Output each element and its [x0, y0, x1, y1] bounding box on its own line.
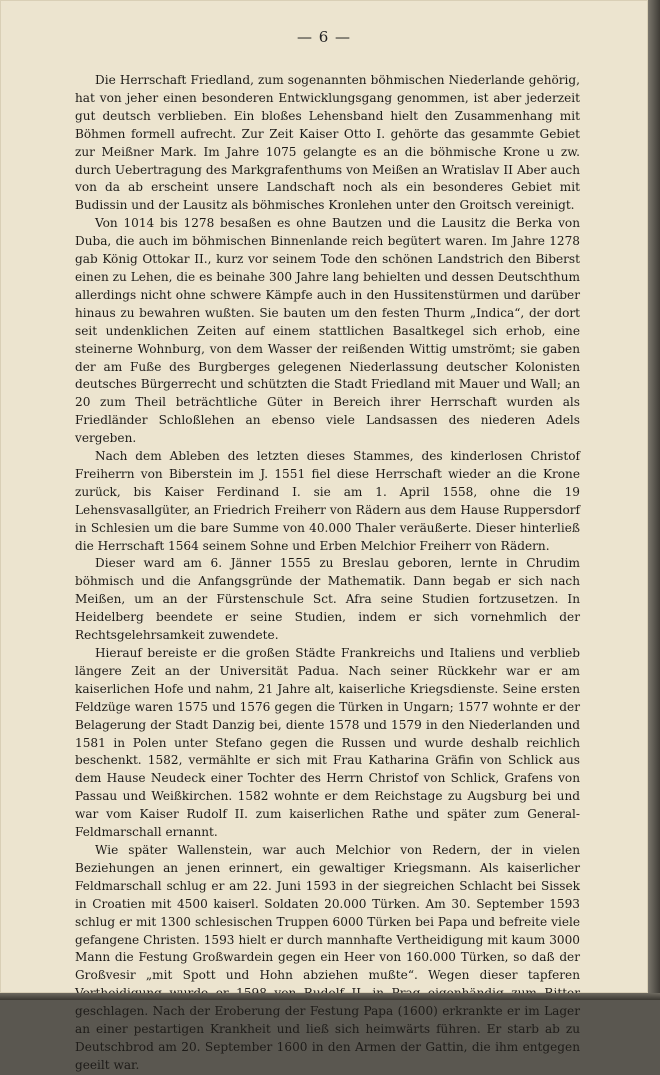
body-text — [75, 72, 580, 1075]
paragraph-4: Dieser ward am 6. Jänner 1555 zu Breslau geboren, lernte in Chrudim böhmisch und die Anfangsgründe der Mathematik. Dann begab er sich nach Meißen, um an der Fürstenschule Sct. Afra seine Studien fortzusetzen. In Heidelberg beendete er seine Studien, indem er sich vornehmlich der Rechtsgelehrsamkeit zuwendete. — [75, 556, 580, 643]
paragraph-3: Nach dem Ableben des letzten dieses Stammes, des kinderlosen Christof Freiherrn von Biberstein im J. 1551 fiel diese Herrschaft wieder an die Krone zurück, bis Kaiser Ferdinand I. sie am 1. April 1558, ohne die 19 Lehensvasallgüter, an Friedrich Freiherr von Rädern aus dem Hause Ruppersdorf in Schlesien um die bare Summe von 40.000 Thaler veräußerte. Dieser hinterließ die Herrschaft 1564 seinem Sohne und Erben Melchior Freiherr von Rädern. — [75, 449, 580, 553]
paragraph-2: Von 1014 bis 1278 besaßen es ohne Bautzen und die Lausitz die Berka von Duba, die auch im böhmischen Binnenlande reich begütert waren. Im Jahre 1278 gab König Ottokar II., kurz vor seinem Tode den schönen Landstrich den Biberst einen zu Lehen, die es beinahe 300 Jahre lang behielten und dessen Deutschthum allerdings nicht ohne schwere Kämpfe auch in den Hussitenstürmen und darüber hinaus zu bewahren wußten. Sie bauten um den festen Thurm „Indica“, der dort seit undenklichen Zeiten auf einem stattlichen Basaltkegel sich erhob, eine steinerne Wohnburg, von dem Wasser der reißenden Wittig umströmt; sie gaben der am Fuße des Burgberges gelegenen Niederlassung deutscher Kolonisten deutsches Bürgerrecht und schützten die Stadt Friedland mit Mauer und Wall; an 20 zum Theil beträchtliche Güter in Bereich ihrer Herrschaft wurden als Friedländer Schloßlehen an ebenso viele Landsassen des niederen Adels vergeben. — [75, 216, 580, 446]
paragraph-6: Wie später Wallenstein, war auch Melchior von Redern, der in vielen Beziehungen an jenen erinnert, ein gewaltiger Kriegsmann. Als kaiserlicher Feldmarschall schlug er am 22. Juni 1593 in der siegreichen Schlacht bei Sissek in Croatien mit 4500 kaiserl. Soldaten 20.000 Türken. Am 30. September 1593 schlug er mit 1300 schlesischen Truppen 6000 Türken bei Papa und befreite viele gefangene Christen. 1593 hielt er durch mannhafte Vertheidigung mit kaum 3000 Mann die Festung Großwardein gegen ein Heer von 160.000 Türken, so daß der Großvesir „mit Spott und Hohn abziehen mußte“. Wegen dieser tapferen geschlagen. Nach der Eroberung der Festung Papa (1600) erkrankte er im Lager an einer pestartigen Krankheit und ließ sich heimwärts führen. Er starb ab zu Deutschbrod am 20. September 1600 in den Armen der Gattin, die ihm entgegen geeilt war. — [75, 842, 580, 1072]
page-edge-right — [648, 0, 660, 1000]
page-number: — 6 — — [296, 28, 352, 46]
paragraph-5: Hierauf bereiste er die großen Städte Frankreichs und Italiens und verblieb längere Zeit an der Universität Padua. Nach seiner Rückkehr war er am kaiserlichen Hofe und nahm, 21 Jahre alt, kaiserliche Kriegsdienste. Seine ersten Feldzüge waren 1575 und 1576 gegen die Türken in Ungarn; 1577 wohnte er der Belagerung der Stadt Danzig bei, diente 1578 und 1579 in den Niederlanden und 1581 in Polen unter Stefano gegen die Russen und wurde deshalb reichlich beschenkt. 1582, vermählte er sich mit Frau Katharina Gräfin von Schlick aus dem Hause Neudeck einer Tochter des Herrn Christof von Schlick, Grafens von Passau und Weißkirchen. 1582 wohnte er dem Reichstage zu Augsburg bei und war vom Kaiser Rudolf II. zum kaiserlichen Rathe und später zum General-Feldmarschall ernannt. — [75, 646, 580, 840]
paragraph-1: Die Herrschaft Friedland, zum sogenannten böhmischen Niederlande gehörig, hat von jeher einen besonderen Entwicklungsgang genommen, ist aber jederzeit gut deutsch verblieben. Ein bloßes Lehensband hielt den Zusammenhang mit Böhmen formell aufrecht. Zur Zeit Kaiser Otto I. gehörte das gesammte Gebiet zur Meißner Mark. Im Jahre 1075 gelangte es an die böhmische Krone u zw. durch Uebertragung des Markgrafenthums von Meißen an Wratislav II Aber auch von da ab erscheint unsere Landschaft noch als ein besonderes Gebiet mit Budissin und der Lausitz als böhmisches Kronlehen unter den Groitsch vereinigt. — [75, 73, 580, 213]
page-edge-bottom — [0, 993, 660, 1000]
